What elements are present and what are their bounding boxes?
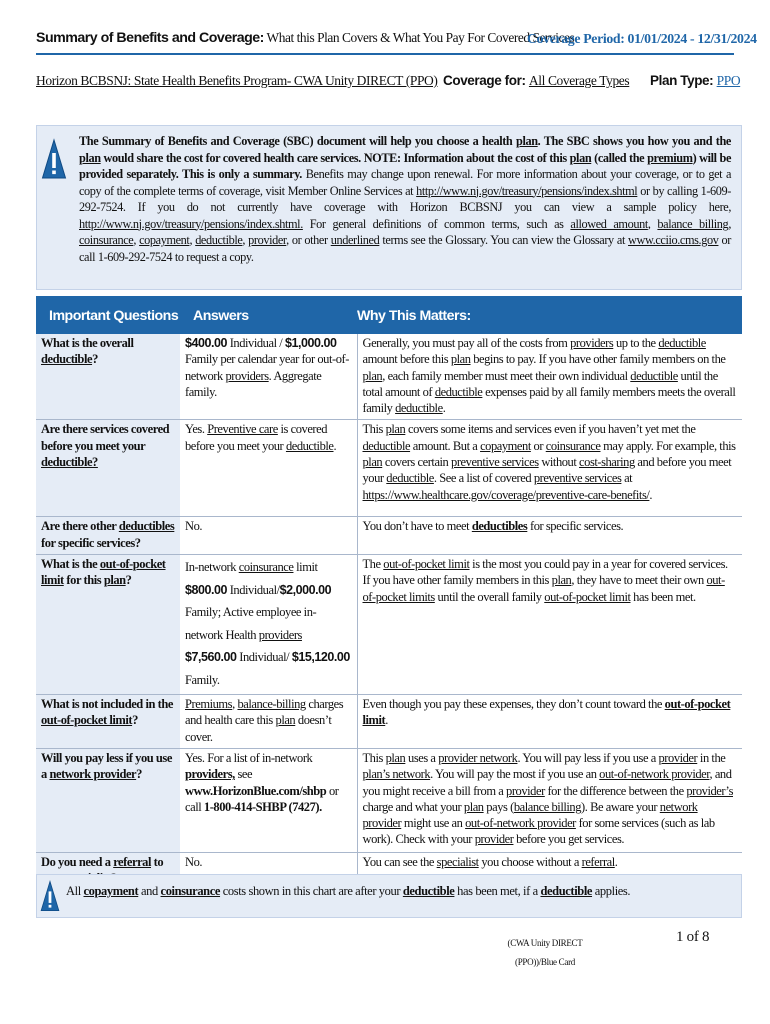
shbp-phone: 1-800-414-SHBP (7427). [203, 799, 322, 814]
warning-icon [41, 138, 67, 180]
preventive-care-link[interactable]: https://www.healthcare.gov/coverage/preventive-care-benefits/ [362, 487, 650, 502]
warning-icon [40, 878, 60, 914]
table-row [36, 517, 742, 555]
glossary-link[interactable]: www.cciio.cms.gov [628, 233, 719, 247]
question-cell: Are there services covered before you meet your deductible? [36, 420, 180, 517]
answer-cell: Premiums, balance-billing charges and health care this plan doesn’t cover. [180, 695, 357, 749]
answer-cell: $400.00 Individual / $1,000.00 Family per calendar year for out-of-network providers. Aggregate family. [180, 334, 357, 420]
answer-cell: Yes. For a list of in-network providers, see www.HorizonBlue.com/shbp or call 1-800-414-SHBP (7427). [180, 748, 357, 852]
answer-cell: No. [180, 517, 357, 555]
why-matters-cell: The out-of-pocket limit is the most you could pay in a year for covered services. If you have other family members in this plan, they have to meet their own out-of-pocket limits until the overall family out-of-pocket limit has been met. [357, 555, 742, 695]
cost-sharing-notice-text: All copayment and coinsurance costs shown in this chart are after your deductible has been met, if a deductible applies. [66, 884, 631, 898]
table-row [36, 420, 742, 517]
column-header: Why This Matters: [357, 296, 742, 334]
document-title: Summary of Benefits and Coverage: What this Plan Covers & What You Pay For Covered Services [36, 30, 575, 46]
header-divider [36, 53, 734, 55]
coverage-for: Coverage for: All Coverage Types [443, 73, 630, 88]
why-matters-cell: Even though you pay these expenses, they don’t count toward the out-of-pocket limit. [357, 695, 742, 749]
why-matters-cell: You can see the specialist you choose without a referral. [357, 852, 742, 890]
document-subtitle: What this Plan Covers & What You Pay For Covered Services [263, 30, 575, 45]
answer-cell: Yes. Preventive care is covered before you meet your deductible. [180, 420, 357, 517]
answer-cell: In-network coinsurance limit $800.00 Individual/$2,000.00 Family; Active employee in-network Health providers $7,560.00 Individual/ $15,120.00 Family. [180, 555, 357, 695]
plan-type: Plan Type: PPO [650, 73, 741, 88]
footer-plan-label: (CWA Unity DIRECT (PPO))/Blue Card [507, 938, 583, 967]
column-header: Answers [180, 296, 357, 334]
member-services-link[interactable]: http://www.nj.gov/treasury/pensions/index.shtml [416, 183, 638, 198]
question-cell: Are there other deductibles for specific services? [36, 517, 180, 555]
sample-policy-link[interactable]: http://www.nj.gov/treasury/pensions/index.shtml. [79, 216, 303, 231]
coverage-period: Coverage Period: 01/01/2024 - 12/31/2024 [527, 31, 757, 46]
why-matters-cell: Generally, you must pay all of the costs from providers up to the deductible amount before this plan begins to pay. If you have other family members on the plan, each family member must meet their own individual deductible until the total amount of deductible expenses paid by all family members meets the overall family deductible. [357, 334, 742, 420]
question-cell: What is the overall deductible? [36, 334, 180, 420]
question-cell: Will you pay less if you use a network provider? [36, 748, 180, 852]
answer-cell: No. [180, 852, 357, 890]
table-header-row [36, 296, 742, 334]
page-number: 1 of 8 [676, 929, 710, 945]
important-questions-table [36, 296, 742, 891]
question-cell: Do you need a referral to [36, 852, 180, 890]
question-cell: What is the out-of-pocket limit for this plan? [36, 555, 180, 695]
plan-name: Horizon BCBSNJ: State Health Benefits Program- CWA Unity DIRECT (PPO) [36, 73, 438, 88]
table-row [36, 334, 742, 420]
table-row [36, 748, 742, 852]
why-matters-cell: You don’t have to meet deductibles for specific services. [357, 517, 742, 555]
table-row [36, 695, 742, 749]
question-cell: What is not included in the out-of-pocket limit? [36, 695, 180, 749]
table-row [36, 555, 742, 695]
sbc-notice-text: The Summary of Benefits and Coverage (SBC) document will help you choose a health plan. The SBC shows you how you and the plan would share the cost for covered health care services. NOTE: Information about the cost of this plan (called the premium) will be provided separately. This is only a summary. Benefits may change upon renewal. For more information about your coverage, or to get a copy of the complete terms of coverage, visit Member Online Services at http://www.nj.gov/treasury/pensions/index.shtml or by calling 1-609-292-7524. If you do not currently have coverage with Horizon BCBSNJ you can view a sample policy here, http://www.nj.gov/treasury/pensions/index.shtml. For general definitions of common terms, such as allowed amount, balance billing, coinsurance, copayment, deductible, provider, or other underlined terms see the Glossary. You can view the Glossary at www.cciio.cms.gov or call 1-609-292-7524 to request a copy. [79, 134, 732, 264]
why-matters-cell: This plan covers some items and services even if you haven’t yet met the deductible amount. But a copayment or coinsurance may apply. For example, this plan covers certain preventive services without cost-sharing and before you meet your deductible. See a list of covered preventive services at https://www.healthcare.gov/coverage/preventive-care-benefits/. [357, 420, 742, 517]
horizon-website[interactable]: www.HorizonBlue.com/shbp [185, 783, 327, 798]
why-matters-cell: This plan uses a provider network. You will pay less if you use a provider in the plan’s network. You will pay the most if you use an out-of-network provider, and you might receive a bill from a provider for the difference between the provider’s charge and what your plan pays (balance billing). Be aware your network provider might use an out-of-network provider for some services (such as lab work). Check with your provider before you get services. [357, 748, 742, 852]
column-header: Important Questions [36, 296, 180, 334]
